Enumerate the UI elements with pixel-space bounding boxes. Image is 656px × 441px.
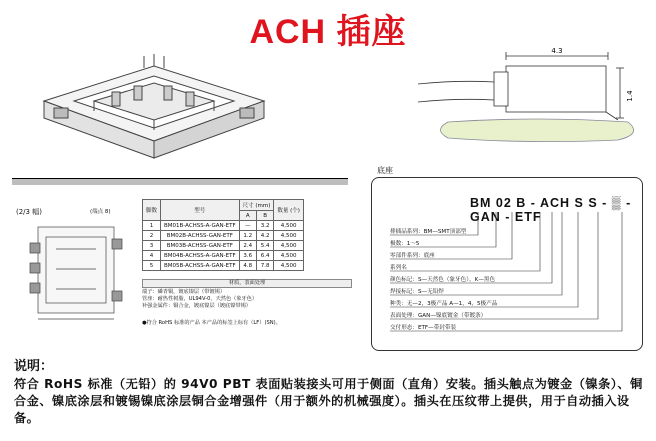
code-row: 焊接标记：S—无铅焊 xyxy=(390,289,444,295)
code-row: 颜色标记：S—天然色（象牙色），K—黑色 xyxy=(390,277,496,283)
header-bar xyxy=(12,179,348,185)
code-row: 零部件系列：底座 xyxy=(390,253,435,259)
col-header-dims: 尺寸 (mm) xyxy=(239,200,274,211)
side-mount-dimension-drawing xyxy=(418,44,648,144)
col-header-b: B xyxy=(256,211,273,221)
table-cell: 4 xyxy=(143,251,161,261)
connector-isometric-drawing xyxy=(34,46,274,176)
table-cell: 1 xyxy=(143,221,161,231)
part-code: BM 02 B - ACH S S - ▒ - GAN - ETF xyxy=(470,196,632,224)
table-cell: 4,500 xyxy=(274,251,304,261)
page-title: ACH 插座 xyxy=(249,13,407,51)
material-line: 端子：磷青铜，镀底镍层（带镀锡） xyxy=(142,289,226,295)
table-cell: BM01B-ACHSS-A-GAN-ETF xyxy=(161,221,240,231)
table-cell: 4,500 xyxy=(274,231,304,241)
table-cell: — xyxy=(239,221,256,231)
code-row: 表面处理：GAN—镍底镀金（带镀条） xyxy=(390,313,487,319)
table-cell: BM04B-ACHSS-A-GAN-ETF xyxy=(161,251,240,261)
code-row: 排插品系列：BM—SMT顶部型 xyxy=(390,229,467,235)
figure-label: (2/3 幅) xyxy=(16,208,42,216)
table-row xyxy=(143,221,304,231)
table-cell: 4,500 xyxy=(274,261,304,271)
footprint-drawing xyxy=(16,219,134,323)
table-cell: 6.4 xyxy=(256,251,273,261)
col-header-pins: 脚数 xyxy=(143,200,161,221)
material-heading: 材质，表面处理 xyxy=(142,279,352,288)
table-cell: 4,500 xyxy=(274,221,304,231)
table-row xyxy=(143,261,304,271)
description-body: 符合 RoHS 标准（无铅）的 94V0 PBT 表面贴装接头可用于侧面（直角）安装。插头触点为镀金（镍条）、铜合金、镍底涂层和镀锡镍底涂层铜合金增强件（用于额外的机械强度）。插头在压纹带上提供，用于自动插入设备。 xyxy=(14,377,643,425)
table-cell: 4.8 xyxy=(239,261,256,271)
rohs-footnote: ●符合 RoHS 标准的产品 本产品的标签上标有（LF）(SN)。 xyxy=(142,320,281,326)
product-table-block xyxy=(12,178,348,331)
table-cell: 4,500 xyxy=(274,241,304,251)
dim-width-label: 4.3 xyxy=(551,47,563,55)
code-row: 种类：无—2，3极产品 A—1，4，5极产品 xyxy=(390,301,498,307)
dim-height-label: 1.4 xyxy=(626,90,634,102)
col-header-a: A xyxy=(239,211,256,221)
code-row: 交付形态：ETF—带封带装 xyxy=(390,325,457,331)
table-cell: 2 xyxy=(143,231,161,241)
table-row xyxy=(143,251,304,261)
table-row xyxy=(143,241,304,251)
table-cell: 5 xyxy=(143,261,161,271)
table-cell: 3.6 xyxy=(239,251,256,261)
table-cell: 7.8 xyxy=(256,261,273,271)
table-cell: 3 xyxy=(143,241,161,251)
table-row xyxy=(143,231,304,241)
col-header-qty: 数量 (个) xyxy=(274,200,304,221)
part-code-diagram xyxy=(371,177,643,351)
material-line: 补强金属件：铜合金，镀底镍层（镀底镍带锡） xyxy=(142,303,251,309)
table-cell: BM02B-ACHSS-GAN-ETF xyxy=(161,231,240,241)
table-cell: BM03B-ACHSS-GAN-ETF xyxy=(161,241,240,251)
table-cell: BM05B-ACHSS-A-GAN-ETF xyxy=(161,261,240,271)
table-cell: 5.4 xyxy=(256,241,273,251)
pin-label: (端点 8) xyxy=(90,209,111,215)
material-line: 管座：耐热性树脂，UL94V-0，天然色（象牙色） xyxy=(142,296,258,302)
table-cell: 4.2 xyxy=(256,231,273,241)
code-row: 系列名 xyxy=(390,265,407,271)
product-table xyxy=(142,199,304,271)
code-row: 极数：1～5 xyxy=(390,241,420,247)
material-notes xyxy=(142,279,352,310)
description-heading: 说明： xyxy=(14,359,54,374)
table-cell: 1.2 xyxy=(239,231,256,241)
col-header-model: 型号 xyxy=(161,200,240,221)
table-cell: 2.4 xyxy=(239,241,256,251)
code-heading: 底座 xyxy=(377,166,393,175)
table-cell: 3.2 xyxy=(256,221,273,231)
